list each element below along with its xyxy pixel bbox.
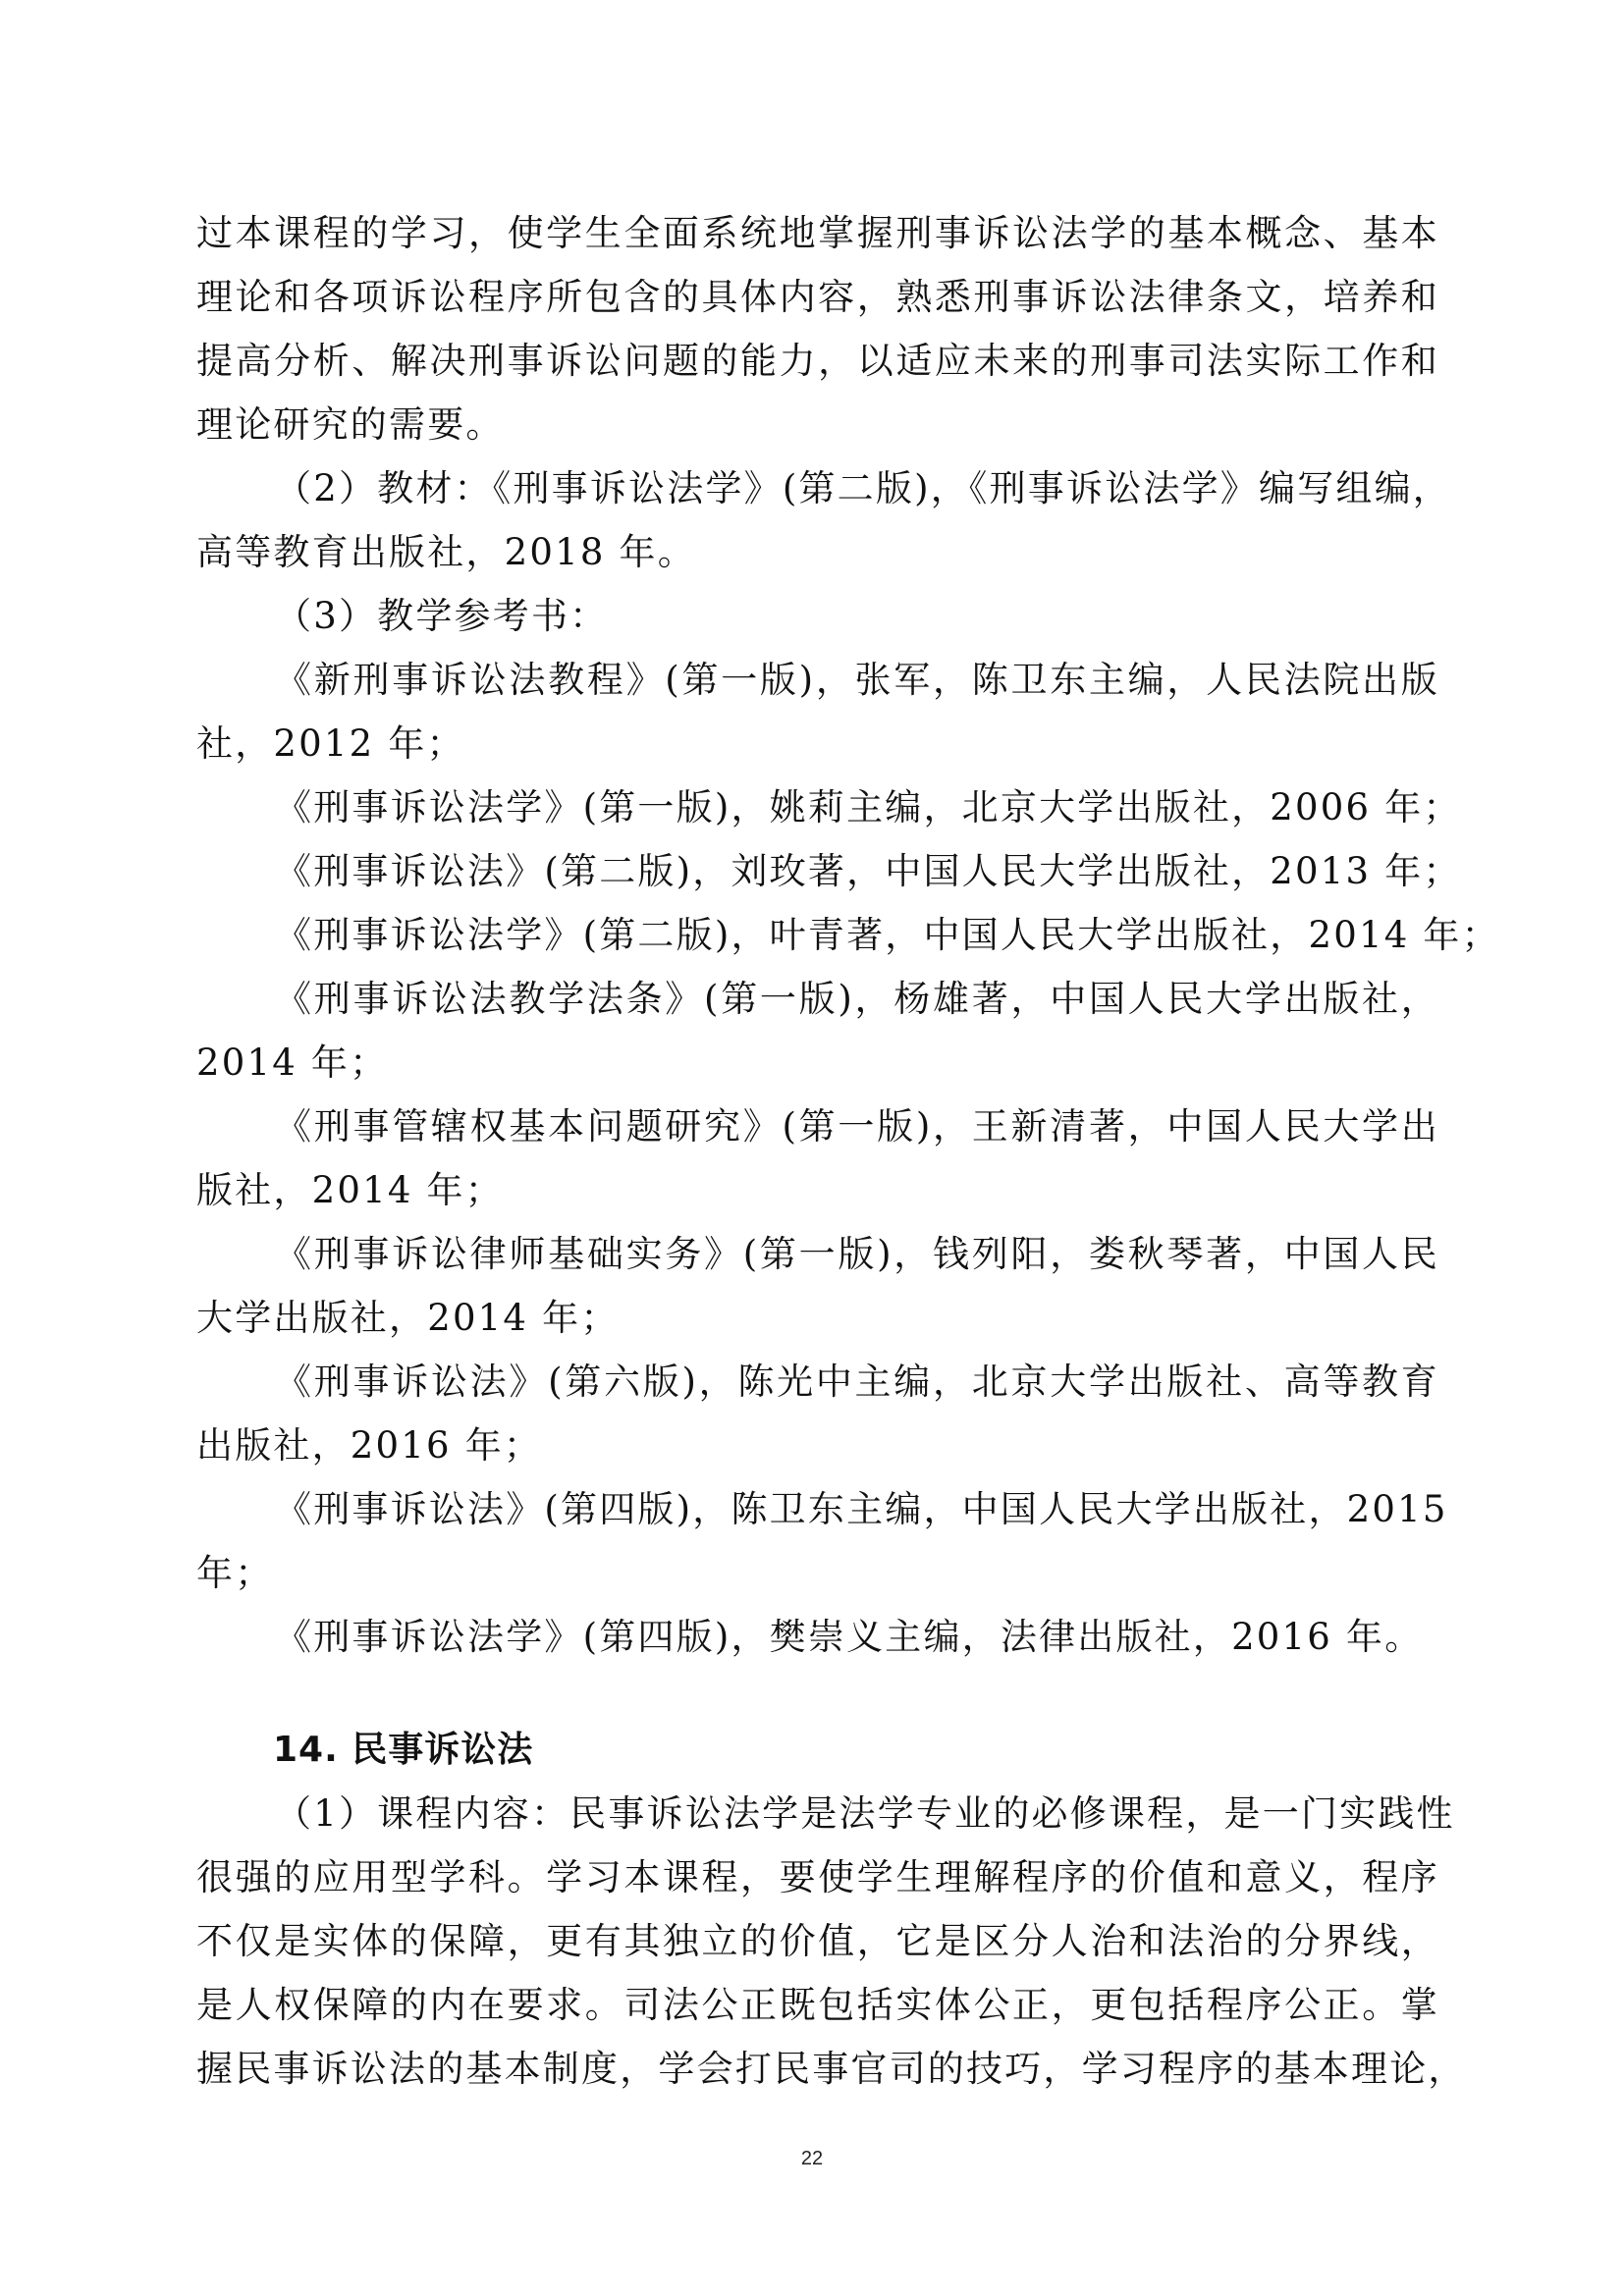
reference-1-line-1: 《新刑事诉讼法教程》(第一版)，张军，陈卫东主编，人民法院出版 <box>275 659 1439 701</box>
section-line-5: 握民事诉讼法的基本制度，学会打民事官司的技巧，学习程序的基本理论， <box>196 2048 1467 2090</box>
reference-7-line-2: 大学出版社，2014 年； <box>196 1297 620 1339</box>
reference-3: 《刑事诉讼法》(第二版)，刘玫著，中国人民大学出版社，2013 年； <box>275 850 1462 892</box>
reference-6-line-2: 版社，2014 年； <box>196 1169 504 1211</box>
intro-line-4: 理论研究的需要。 <box>196 403 505 446</box>
intro-line-2: 理论和各项诉讼程序所包含的具体内容，熟悉刑事诉讼法律条文，培养和 <box>196 276 1439 318</box>
reference-1-line-2: 社，2012 年； <box>196 722 465 765</box>
body-text <box>196 201 1500 2101</box>
page-number: 22 <box>800 2148 824 2169</box>
section-heading: 14. 民事诉讼法 <box>273 1730 534 1770</box>
reference-6-line-1: 《刑事管辖权基本问题研究》(第一版)，王新清著，中国人民大学出 <box>275 1105 1439 1148</box>
section-line-4: 是人权保障的内在要求。司法公正既包括实体公正，更包括程序公正。掌 <box>196 1984 1439 2026</box>
reference-5-line-2: 2014 年； <box>196 1041 389 1084</box>
section-line-1: （1）课程内容：民事诉讼法学是法学专业的必修课程，是一门实践性 <box>275 1792 1455 1835</box>
reference-4: 《刑事诉讼法学》(第二版)，叶青著，中国人民大学出版社，2014 年； <box>275 914 1500 956</box>
section-gap <box>196 1669 1439 1718</box>
textbook-line-2: 高等教育出版社，2018 年。 <box>196 531 696 573</box>
section-line-2: 很强的应用型学科。学习本课程，要使学生理解程序的价值和意义，程序 <box>196 1856 1439 1898</box>
reference-9-line-1: 《刑事诉讼法》(第四版)，陈卫东主编，中国人民大学出版社，2015 <box>275 1488 1448 1530</box>
reference-8-line-1: 《刑事诉讼法》(第六版)，陈光中主编，北京大学出版社、高等教育 <box>275 1361 1439 1403</box>
textbook-line-1: （2）教材：《刑事诉讼法学》(第二版)，《刑事诉讼法学》编写组编， <box>275 467 1452 509</box>
references-heading: （3）教学参考书： <box>275 595 609 637</box>
reference-8-line-2: 出版社，2016 年； <box>196 1424 543 1467</box>
reference-2: 《刑事诉讼法学》(第一版)，姚莉主编，北京大学出版社，2006 年； <box>275 786 1462 828</box>
reference-10: 《刑事诉讼法学》(第四版)，樊崇义主编，法律出版社，2016 年。 <box>275 1616 1424 1658</box>
intro-line-1: 过本课程的学习，使学生全面系统地掌握刑事诉讼法学的基本概念、基本 <box>196 212 1439 254</box>
reference-9-line-2: 年； <box>196 1552 274 1594</box>
reference-5-line-1: 《刑事诉讼法教学法条》(第一版)，杨雄著，中国人民大学出版社， <box>275 978 1439 1020</box>
intro-line-3: 提高分析、解决刑事诉讼问题的能力，以适应未来的刑事司法实际工作和 <box>196 340 1439 382</box>
section-line-3: 不仅是实体的保障，更有其独立的价值，它是区分人治和法治的分界线， <box>196 1920 1439 1962</box>
reference-7-line-1: 《刑事诉讼律师基础实务》(第一版)，钱列阳，娄秋琴著，中国人民 <box>275 1233 1439 1275</box>
